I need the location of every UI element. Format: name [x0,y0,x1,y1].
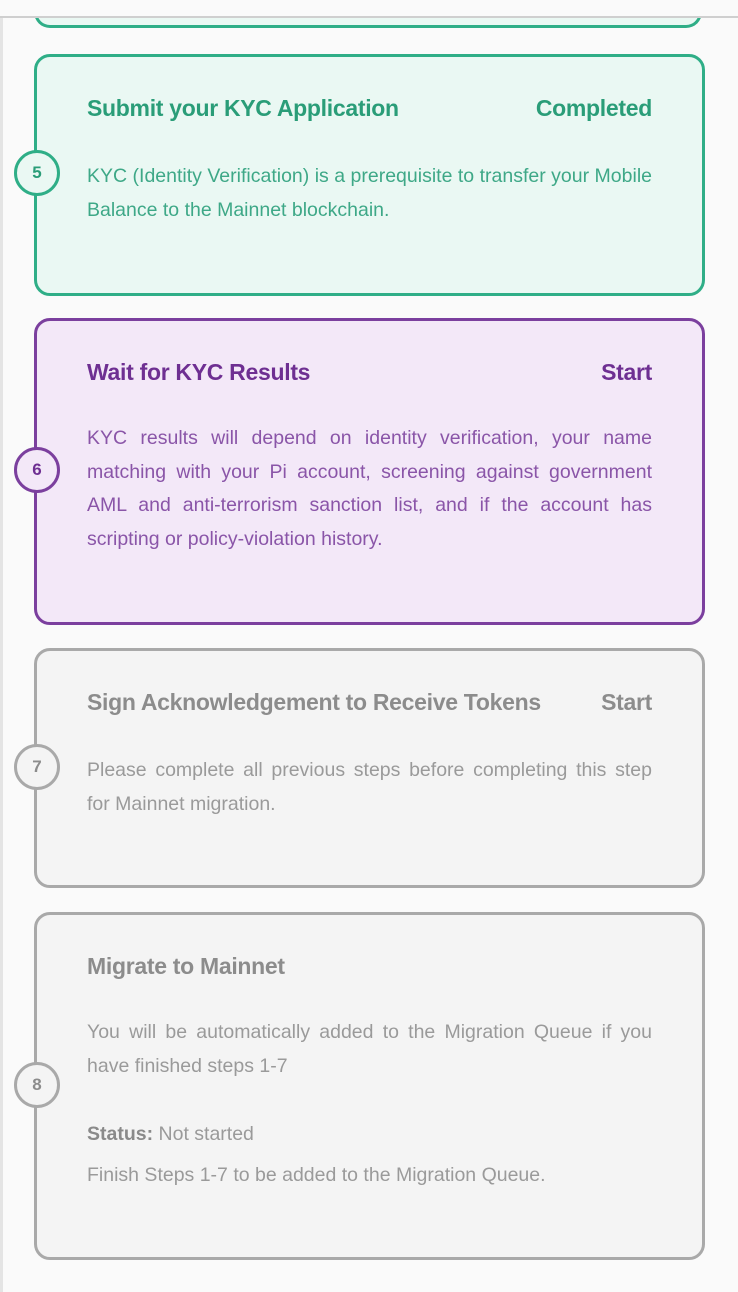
step-7-status[interactable]: Start [601,689,652,715]
step-7-description: Please complete all previous steps before completing this step for Mainnet migration. [87,759,652,815]
step-5-description: KYC (Identity Verification) is a prerequisite to transfer your Mobile Balance to the Mainnet blockchain. [87,165,652,221]
step-6-header [87,359,652,386]
step-6-title: Wait for KYC Results [87,359,311,385]
left-divider [0,0,3,1292]
step-7-number-badge: 7 [14,744,60,790]
step-8-status-label: Status: [87,1123,154,1145]
step-6-number-badge: 6 [14,447,60,493]
step-7-card[interactable] [34,648,705,888]
step-6-description: KYC results will depend on identity verification, your name matching with your Pi account, screening against government AML and anti-terrorism sanction list, and if the account has scripting or policy-violation history. [87,427,652,550]
step-8-description: You will be automatically added to the Migration Queue if you have finished steps 1-7 [87,1021,652,1077]
step-5-number-badge: 5 [14,150,60,196]
step-8-number-badge: 8 [14,1062,60,1108]
step-5-status: Completed [535,95,652,121]
step-8-note: Finish Steps 1-7 to be added to the Migration Queue. [87,1164,546,1186]
step-8-status-line [87,1118,652,1152]
step-6-card[interactable] [34,318,705,625]
step-7-title: Sign Acknowledgement to Receive Tokens [87,689,541,715]
step-6-status[interactable]: Start [601,359,652,385]
top-divider [0,0,738,18]
step-5-card[interactable] [34,54,705,296]
step-7-header [87,689,652,716]
step-8-status-value: Not started [158,1123,254,1145]
step-5-header [87,95,652,122]
step-8-title: Migrate to Mainnet [87,953,285,979]
step-5-title: Submit your KYC Application [87,95,399,121]
step-8-card[interactable] [34,912,705,1260]
step-8-header [87,953,652,980]
